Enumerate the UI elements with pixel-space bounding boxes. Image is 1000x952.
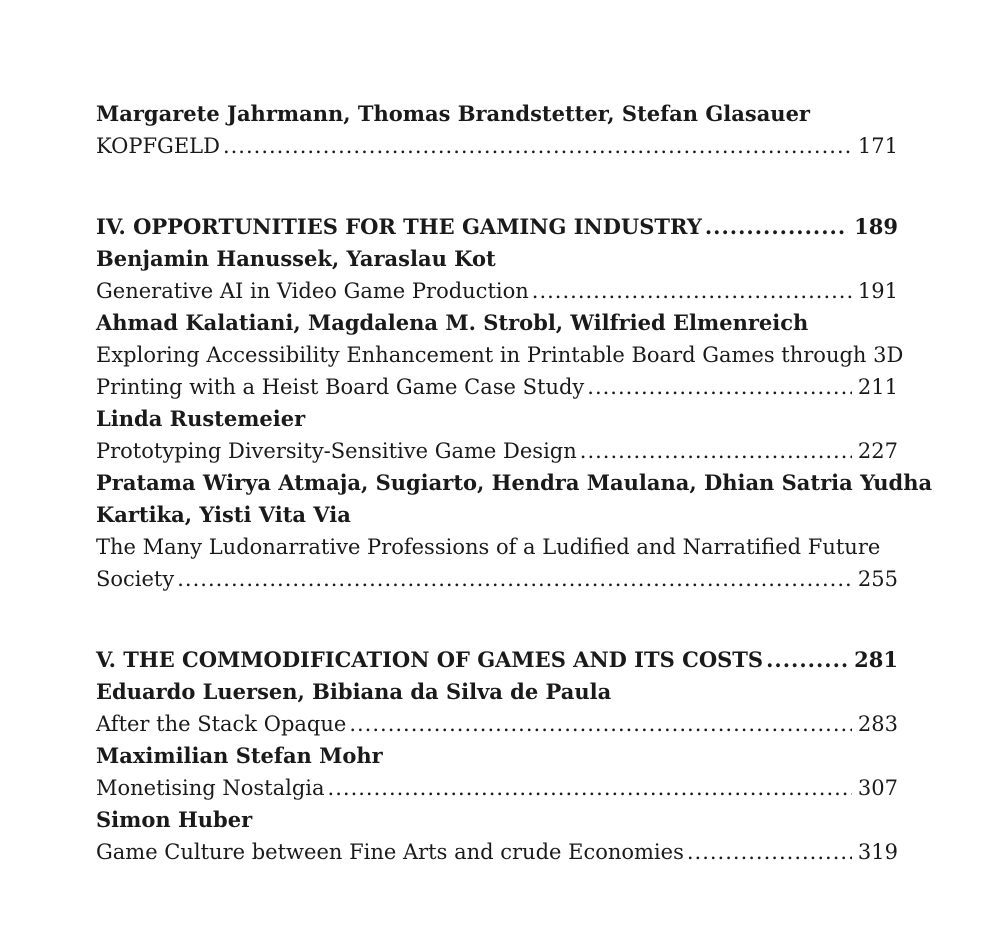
dot-leader [766,644,848,676]
toc-entry [96,804,898,868]
entry-authors: Linda Rustemeier [96,406,306,431]
dot-leader [177,563,852,595]
entry-title: Game Culture between Fine Arts and crude Economies [96,840,684,864]
dot-leader [532,275,852,307]
entry-title-continued: Printing with a Heist Board Game Case Study [96,375,585,399]
dot-leader [223,130,852,162]
toc-entry [96,403,898,467]
entry-title[interactable]: Exploring Accessibility Enhancement in Printable Board Games through 3D [96,343,904,367]
section-heading-iv[interactable] [96,211,898,243]
toc-entry [96,467,933,595]
entry-page-number: 307 [857,776,898,800]
entry-page-number: 283 [857,712,898,736]
section-gap [96,595,898,644]
entry-title: KOPFGELD [96,134,220,158]
entry-title-line[interactable] [96,275,898,307]
entry-title-line[interactable] [96,435,898,467]
toc-entry [96,243,898,307]
dot-leader [580,435,852,467]
entry-authors: Simon Huber [96,807,253,832]
toc-entry [96,98,898,162]
entry-title: Generative AI in Video Game Production [96,279,529,303]
entry-authors: Ahmad Kalatiani, Magdalena M. Strobl, Wilfried Elmenreich [96,310,809,335]
section-title: V. THE COMMODIFICATION OF GAMES AND ITS COSTS [96,647,764,672]
section-page-number: 189 [854,214,898,239]
entry-title-line[interactable] [96,130,898,162]
dot-leader [328,772,852,804]
toc-entry [96,740,898,804]
entry-page-number: 191 [857,279,898,303]
entry-title: After the Stack Opaque [96,712,347,736]
entry-page-number: 319 [857,840,898,864]
dot-leader [687,836,852,868]
entry-authors-continued: Kartika, Yisti Vita Via [96,502,351,527]
entry-title: Prototyping Diversity-Sensitive Game Design [96,439,577,463]
section-heading-v[interactable] [96,644,898,676]
entry-authors: Eduardo Luersen, Bibiana da Silva de Paula [96,679,612,704]
entry-page-number: 171 [857,134,898,158]
entry-title: Monetising Nostalgia [96,776,325,800]
entry-title-continued: Society [96,567,175,591]
dot-leader [705,211,848,243]
entry-title[interactable]: The Many Ludonarrative Professions of a Ludified and Narratified Future [96,535,881,559]
entry-page-number: 227 [857,439,898,463]
table-of-contents [96,98,933,868]
entry-title-line[interactable] [96,563,898,595]
toc-entry [96,307,904,403]
entry-title-line[interactable] [96,708,898,740]
entry-page-number: 211 [857,375,898,399]
entry-authors: Pratama Wirya Atmaja, Sugiarto, Hendra Maulana, Dhian Satria Yudha [96,470,933,495]
entry-authors: Maximilian Stefan Mohr [96,743,383,768]
section-gap [96,162,898,211]
section-page-number: 281 [854,647,898,672]
entry-title-line[interactable] [96,772,898,804]
entry-page-number: 255 [857,567,898,591]
dot-leader [587,371,852,403]
dot-leader [349,708,852,740]
toc-entry [96,676,898,740]
section-title: IV. OPPORTUNITIES FOR THE GAMING INDUSTRY [96,214,702,239]
entry-title-line[interactable] [96,371,898,403]
entry-title-line[interactable] [96,836,898,868]
entry-authors: Benjamin Hanussek, Yaraslau Kot [96,246,496,271]
entry-authors: Margarete Jahrmann, Thomas Brandstetter, Stefan Glasauer [96,101,810,126]
